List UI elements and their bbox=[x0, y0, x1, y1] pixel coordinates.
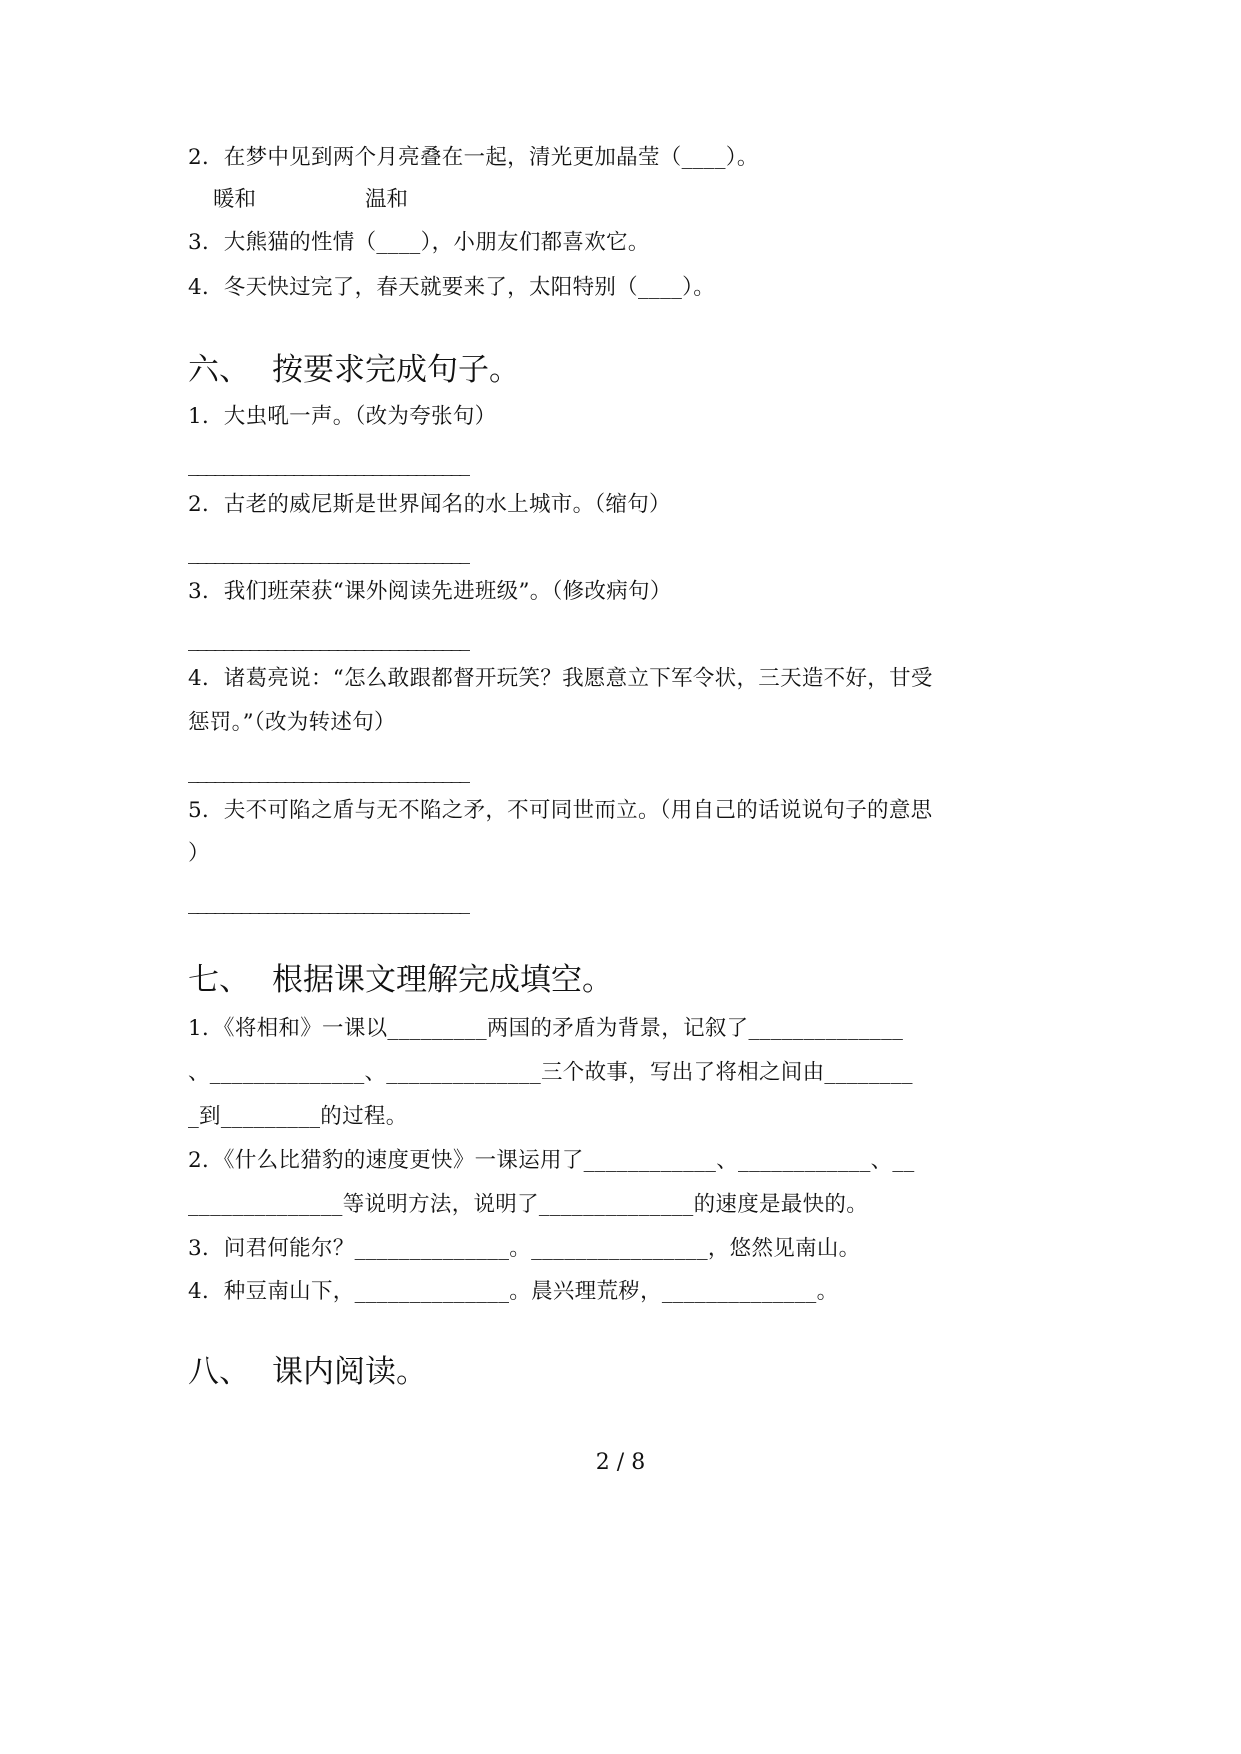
page-number: 2 / 8 bbox=[595, 1450, 646, 1475]
question-7-1-line1: 1．《将相和》一课以_________两国的矛盾为背景，记叙了______________ bbox=[188, 1016, 904, 1041]
answer-line-6-4: ________________________________ bbox=[188, 759, 468, 784]
section-7-title: 根据课文理解完成填空。 bbox=[272, 962, 613, 998]
section-8-title: 课内阅读。 bbox=[272, 1354, 427, 1390]
section-8-number: 八、 bbox=[188, 1354, 250, 1390]
question-7-1-line3: _到_________的过程。 bbox=[188, 1104, 408, 1129]
section-8-heading bbox=[188, 1352, 427, 1392]
question-6-3: 3．我们班荣获“课外阅读先进班级”。（修改病句） bbox=[188, 579, 672, 604]
question-7-3: 3．问君何能尔？______________。________________，悠然见南山。 bbox=[188, 1236, 861, 1261]
question-7-4: 4．种豆南山下，______________。晨兴理荒秽，______________。 bbox=[188, 1279, 839, 1304]
question-6-2: 2．古老的威尼斯是世界闻名的水上城市。（缩句） bbox=[188, 492, 671, 517]
answer-line-6-1: ________________________________ bbox=[188, 452, 468, 477]
choice-word-nuanhe: 暖和 bbox=[213, 187, 257, 212]
section-7-number: 七、 bbox=[188, 962, 250, 998]
answer-line-6-2: ________________________________ bbox=[188, 540, 468, 565]
question-7-1-line2: 、______________、______________三个故事，写出了将相之间由________ bbox=[188, 1060, 913, 1085]
section-6-number: 六、 bbox=[188, 352, 250, 388]
question-7-2-line2: ______________等说明方法，说明了______________的速度是最快的。 bbox=[188, 1192, 869, 1217]
question-5-2: 2．在梦中见到两个月亮叠在一起，清光更加晶莹（____）。 bbox=[188, 145, 759, 170]
section-7-heading bbox=[188, 960, 613, 1000]
question-6-4-line1: 4．诸葛亮说：“怎么敢跟都督开玩笑？我愿意立下军令状，三天造不好，甘受 bbox=[188, 666, 933, 691]
section-6-heading bbox=[188, 350, 520, 390]
question-5-4: 4．冬天快过完了，春天就要来了，太阳特别（____）。 bbox=[188, 275, 716, 300]
question-6-4-line2: 惩罚。”（改为转述句） bbox=[188, 710, 396, 735]
section-6-title: 按要求完成句子。 bbox=[272, 352, 520, 388]
question-6-1: 1．大虫吼一声。（改为夸张句） bbox=[188, 404, 497, 429]
question-6-5-line1: 5．夫不可陷之盾与无不陷之矛，不可同世而立。（用自己的话说说句子的意思 bbox=[188, 798, 933, 823]
choice-word-wenhe: 温和 bbox=[365, 187, 409, 212]
answer-line-6-5: ________________________________ bbox=[188, 890, 468, 915]
question-6-5-line2: ） bbox=[188, 841, 210, 866]
question-7-2-line1: 2．《什么比猎豹的速度更快》一课运用了____________、____________、__ bbox=[188, 1148, 915, 1173]
question-5-3: 3．大熊猫的性情（____），小朋友们都喜欢它。 bbox=[188, 230, 650, 255]
answer-line-6-3: ________________________________ bbox=[188, 627, 468, 652]
